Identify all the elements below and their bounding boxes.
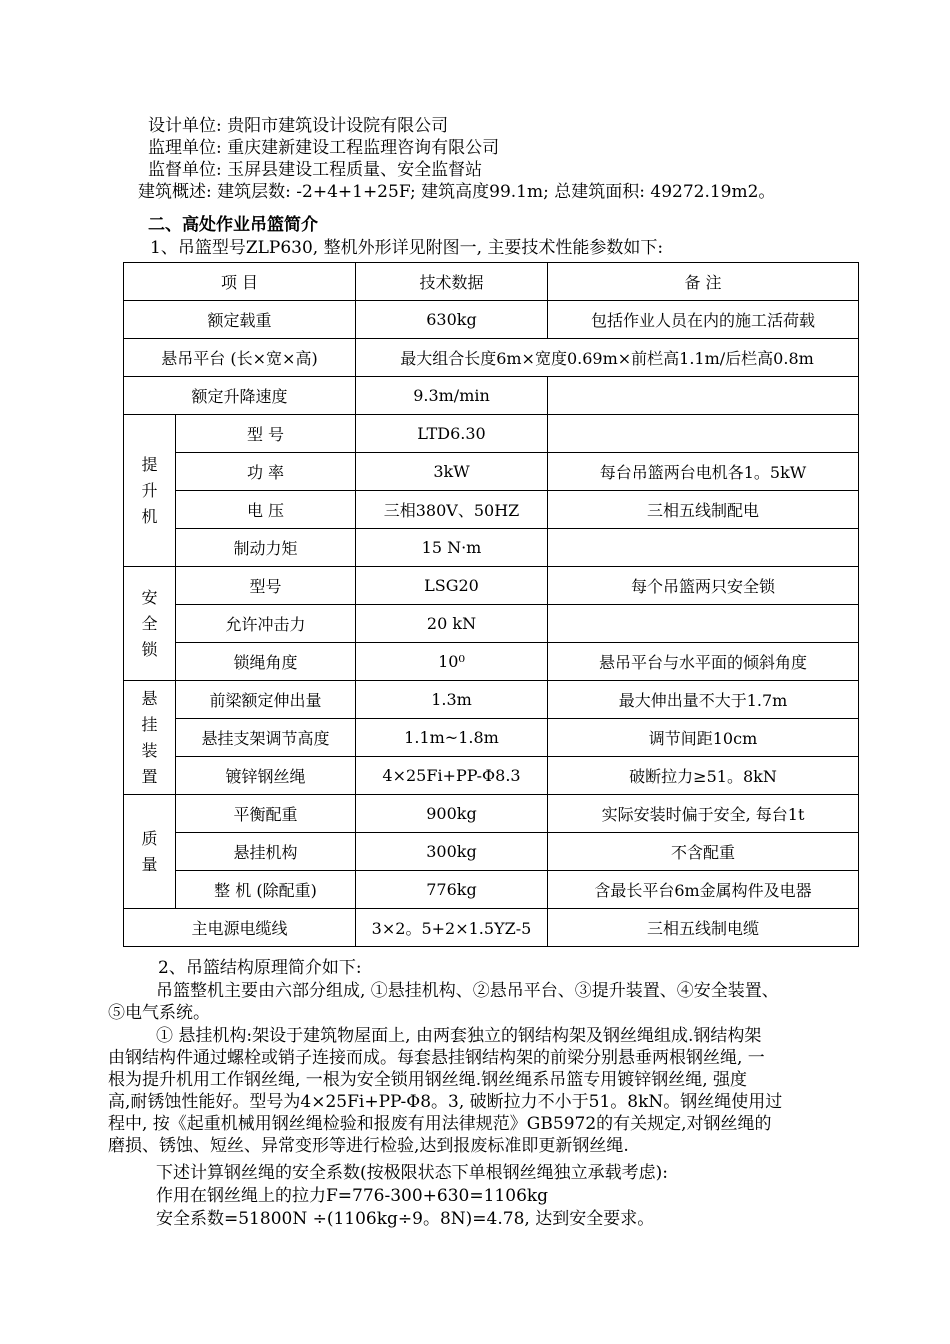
row-data: LSG20 xyxy=(356,567,548,605)
group-char: 悬 xyxy=(141,688,158,708)
structure-paragraph-1 xyxy=(108,980,865,1024)
row-data: 20 kN xyxy=(356,605,548,643)
safety-factor-calc: 安全系数=51800N ÷(1106kg÷9。8N)=4.78, 达到安全要求。 xyxy=(156,1209,655,1229)
table-row xyxy=(124,909,859,947)
row-data: 最大组合长度6m×宽度0.69m×前栏高1.1m/后栏高0.8m xyxy=(356,339,859,377)
structure-paragraph-2 xyxy=(108,1025,865,1157)
table-row xyxy=(124,339,859,377)
row-data: 1.3m xyxy=(356,681,548,719)
table-row xyxy=(124,377,859,415)
header-item: 项 目 xyxy=(124,263,356,301)
table-row xyxy=(124,605,859,643)
table-row xyxy=(124,301,859,339)
row-label: 悬挂机构 xyxy=(176,833,356,871)
row-note xyxy=(548,529,859,567)
row-label: 镀锌钢丝绳 xyxy=(176,757,356,795)
group-char: 量 xyxy=(141,854,158,874)
row-data: 4×25Fi+PP-Φ8.3 xyxy=(356,757,548,795)
row-data: 10⁰ xyxy=(356,643,548,681)
row-note: 实际安装时偏于安全, 每台1t xyxy=(548,795,859,833)
group-label-suspension xyxy=(124,681,176,795)
building-overview: 建筑概述: 建筑层数: -2+4+1+25F; 建筑高度99.1m; 总建筑面积: 49272.19m2。 xyxy=(138,182,776,202)
text-line: ① 悬挂机构:架设于建筑物屋面上, 由两套独立的钢结构架及钢丝绳组成.钢结构架 xyxy=(156,1026,762,1046)
group-label-mass xyxy=(124,795,176,909)
section-title: 二、高处作业吊篮简介 xyxy=(148,215,318,235)
row-label: 功 率 xyxy=(176,453,356,491)
text-line: 由钢结构件通过螺栓或销子连接而成。每套悬挂钢结构架的前梁分别悬垂两根钢丝绳, 一 xyxy=(108,1048,765,1068)
spec-table xyxy=(123,262,859,947)
row-note xyxy=(548,605,859,643)
row-data: 776kg xyxy=(356,871,548,909)
group-label-safety-lock xyxy=(124,567,176,681)
row-note: 不含配重 xyxy=(548,833,859,871)
table-row xyxy=(124,757,859,795)
text-line: 高,耐锈蚀性能好。型号为4×25Fi+PP-Φ8。3, 破断拉力不小于51。8kN。钢丝绳使用过 xyxy=(108,1092,783,1112)
row-label: 前梁额定伸出量 xyxy=(176,681,356,719)
group-char: 质 xyxy=(141,828,158,848)
row-label: 悬挂支架调节高度 xyxy=(176,719,356,757)
row-note: 破断拉力≥51。8kN xyxy=(548,757,859,795)
table-row xyxy=(124,681,859,719)
text-line: 吊篮整机主要由六部分组成, ①悬挂机构、②悬吊平台、③提升装置、④安全装置、 xyxy=(156,981,779,1001)
group-char: 置 xyxy=(141,766,158,786)
table-row xyxy=(124,643,859,681)
row-note: 调节间距10cm xyxy=(548,719,859,757)
group-char: 锁 xyxy=(141,639,158,659)
row-data: 300kg xyxy=(356,833,548,871)
row-data: 900kg xyxy=(356,795,548,833)
text-line: 磨损、锈蚀、短丝、异常变形等进行检验,达到报废标准即更新钢丝绳. xyxy=(108,1136,629,1156)
row-data: 1.1m~1.8m xyxy=(356,719,548,757)
section-intro: 1、吊篮型号ZLP630, 整机外形详见附图一, 主要技术性能参数如下: xyxy=(150,238,664,258)
table-row xyxy=(124,833,859,871)
group-char: 全 xyxy=(141,613,158,633)
group-char: 安 xyxy=(141,587,158,607)
header-tech-data: 技术数据 xyxy=(356,263,548,301)
group-label-hoist xyxy=(124,415,176,567)
group-char: 升 xyxy=(141,480,158,500)
table-header-row xyxy=(124,263,859,301)
row-note: 含最长平台6m金属构件及电器 xyxy=(548,871,859,909)
row-data: 630kg xyxy=(356,301,548,339)
row-note: 三相五线制电缆 xyxy=(548,909,859,947)
group-char: 装 xyxy=(141,740,158,760)
row-data: 三相380V、50HZ xyxy=(356,491,548,529)
table-row xyxy=(124,795,859,833)
row-label: 平衡配重 xyxy=(176,795,356,833)
row-data: 15 N·m xyxy=(356,529,548,567)
row-label: 锁绳角度 xyxy=(176,643,356,681)
force-calc: 作用在钢丝绳上的拉力F=776-300+630=1106kg xyxy=(156,1186,549,1206)
row-label: 型 号 xyxy=(176,415,356,453)
row-note: 三相五线制配电 xyxy=(548,491,859,529)
row-note: 悬吊平台与水平面的倾斜角度 xyxy=(548,643,859,681)
row-note xyxy=(548,415,859,453)
row-label: 电 压 xyxy=(176,491,356,529)
design-unit: 设计单位: 贵阳市建筑设计设院有限公司 xyxy=(148,116,449,136)
row-note: 每个吊篮两只安全锁 xyxy=(548,567,859,605)
text-line: ⑤电气系统。 xyxy=(108,1003,210,1023)
header-remarks: 备 注 xyxy=(548,263,859,301)
row-label: 型号 xyxy=(176,567,356,605)
row-note: 包括作业人员在内的施工活荷载 xyxy=(548,301,859,339)
supervision-unit: 监理单位: 重庆建新建设工程监理咨询有限公司 xyxy=(148,138,500,158)
text-line: 程中, 按《起重机械用钢丝绳检验和报废有用法律规范》GB5972的有关规定,对钢丝绳的 xyxy=(108,1114,772,1134)
row-label: 允许冲击力 xyxy=(176,605,356,643)
row-note: 每台吊篮两台电机各1。5kW xyxy=(548,453,859,491)
table-row xyxy=(124,491,859,529)
table-row xyxy=(124,453,859,491)
row-data: 9.3m/min xyxy=(356,377,548,415)
row-note xyxy=(548,377,859,415)
structure-title: 2、吊篮结构原理简介如下: xyxy=(158,958,362,978)
calc-intro: 下述计算钢丝绳的安全系数(按极限状态下单根钢丝绳独立承载考虑): xyxy=(156,1163,668,1183)
row-note: 最大伸出量不大于1.7m xyxy=(548,681,859,719)
row-label: 整 机 (除配重) xyxy=(176,871,356,909)
table-row xyxy=(124,719,859,757)
group-char: 机 xyxy=(141,506,158,526)
table-row xyxy=(124,871,859,909)
row-data: 3×2。5+2×1.5YZ-5 xyxy=(356,909,548,947)
row-label: 悬吊平台 (长×宽×高) xyxy=(124,339,356,377)
oversight-unit: 监督单位: 玉屏县建设工程质量、安全监督站 xyxy=(148,160,483,180)
row-label: 主电源电缆线 xyxy=(124,909,356,947)
row-label: 额定升降速度 xyxy=(124,377,356,415)
table-row xyxy=(124,567,859,605)
table-row xyxy=(124,415,859,453)
row-label: 额定载重 xyxy=(124,301,356,339)
group-char: 提 xyxy=(141,454,158,474)
row-data: 3kW xyxy=(356,453,548,491)
table-row xyxy=(124,529,859,567)
text-line: 根为提升机用工作钢丝绳, 一根为安全锁用钢丝绳.钢丝绳系吊篮专用镀锌钢丝绳, 强度 xyxy=(108,1070,748,1090)
row-label: 制动力矩 xyxy=(176,529,356,567)
row-data: LTD6.30 xyxy=(356,415,548,453)
group-char: 挂 xyxy=(141,714,158,734)
